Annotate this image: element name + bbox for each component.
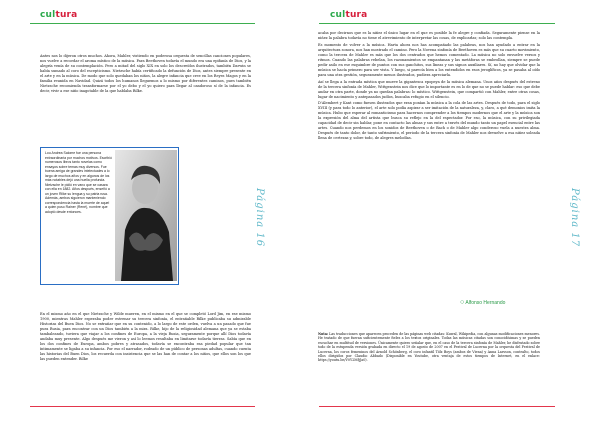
- footer-rule: [30, 406, 255, 407]
- text-column-top: [40, 54, 251, 96]
- footnote: [318, 332, 540, 363]
- magazine-logo: cultura: [330, 10, 368, 20]
- header-rule: [319, 23, 555, 24]
- portrait-image: [115, 150, 177, 281]
- paragraph: Antes nos lo dijeron otros muchos. Ahora, Mahler, vistiendo en poderosa orquesta de sencillas canciones populares, nos vuelve a recordar el aroma místico de la música. Para Beethoven todavía el mundo era una epifanía de Dios, y la alegría venía de su contemplación. Pero a mitad del siglo XIX en solo los descreídos ilustrados, también Darwin se había sumado al coro del escepticismo. Nietzsche había certificado la defunción de Dios, antes siempre presente en el arte y en la música. De modo que solo quedaban los niños, la alegre infancia que cree en los Reyes Magos y en la familia reunida en Navidad. Quizá todos los humanos lleguemos a lo mismo por diferentes caminos, pues también Nietzsche recomienda transformarse por el yo debo y el yo quiero para llegar al candoroso sí de la infancia. Es decir, vivir a ese niño inagotable de la que hablaba Rilke.: [40, 54, 251, 93]
- text-column-bottom: [40, 312, 251, 364]
- paragraph: acaba por decirnos que es la niñez el único lugar en el que es posible la fe alegre y confiada. Seguramente piense en la niñez la palabra todavía no tiene el atrevimiento de interpretar las cosas, de explicarlas; solo las contempla.: [318, 31, 540, 40]
- magazine-logo: cultura: [40, 10, 78, 20]
- right-page: [300, 0, 600, 424]
- footnote-label: Nota:: [318, 332, 329, 336]
- page-number-vertical: Página 16: [254, 188, 265, 248]
- photo-caption: Lou Andrea Salome fue una persona extraordinaria por muchos motivos. Escribió numerosos libros tanto novelas como ensayos sobre temas muy diversos. Fue buena amiga de grandes intelectuales a lo largo de muchos años y en algunos de los más notables dejó una huella profunda. Nietzsche le pidió en vano que se casara con ella en 1882. Años después, enseñó a un joven Rilke su lengua y su patria rusa. Además, ambos siguieron manteniendo correspondencia hasta la muerte de aquel a quien puso Rainer (René), nombre que adoptó desde entonces.: [45, 151, 112, 214]
- text-column: [318, 31, 540, 143]
- portrait-photo: [115, 150, 177, 281]
- paragraph: En el mismo año en el que Nietzsche y Wilde mueren, en el mismo en el que se completó Lord Jim, en ese mismo 1900, mientras Mahler esperaba poder estrenar su tercera sinfonía, el entrañable Rilke publicaba su admirable Historias del Buen Dios. No se extrañar que en su contenido, a lo largo de este orden, vuelva a un pasado que fue pura Rusia, para encontrar con un Dios también a la mira. Rilke, hijo de la religiosidad alemana que ya se estaba tambaleando, tuviera que viajar a los confines de Europa, a la vieja Rusia, seguramente porque allí Dios todavía andaba muy presente. Algo después me vieron y así lo leemos resultaba en limitarse todavía tierras. Sabía que en los dos confines de Europa, ambos pobres y atrasados, todavía se encontraba esa piedad popular que tan íntimamente se ligaba a su infancia. Por eso el narrador, rodeado de un público de personas adultas, cuando cuenta las historias del Buen Dios, los recuerda con insistencia que se las han de contar a los niños, que ellos son los que las pueden entender. Rilke: [40, 312, 251, 361]
- paragraph: Así se llega a la entrada mística que mueve la gigantesca epopeya de la música alemana. Unos años después del estreno de la tercera sinfonía de Mahler, Wittgenstein nos dice que lo importante es en lo de que no se puede hablar: eso que debe andar en otra parte, donde ya no quedan palabras: lo místico. Wittgenstein, que compartió con Mahler, entre otras cosas, lugar de nacimiento y antepasados judíos, buscaba refugio en el silencio.: [318, 79, 540, 99]
- caption-photo-box: [40, 147, 179, 285]
- header-rule: [30, 23, 255, 24]
- paragraph: Es momento de volver a la música. Harta ahora nos has acompañado las palabras, nos han ayudado a entrar en la arquitectura sonora, nos han mostrado el camino. Pero la Novena sinfonía de Beethoven es más que su cuarto movimiento, como la tercera de Mahler es más que los dos centrados que hemos comentado. La música no solo envuelve versos y ritmos. Cuando las palabras rebelan, los razonamientos se empantanan y las metáforas se embrollan, siempre se puede pedir asilo en ese esquimbre de puntos con sus ganchitos, sus líneas y sus signos auxiliares. Sí, no hay que olvidar que la música se hacía primero para ser vista. Y luego, si parecía bien a los entendidos en esos jeroglíficos, ya se pasaba al oído para una otra gestión, seguramente menos ilustrados, pudiera apreciarla.: [318, 42, 540, 77]
- footnote-text: Las traducciones que aparecen proceden de las páginas web citadas: Kuwal, Wikipedia, con algunas modificaciones menores. He tratado de que fueran suficientemente fieles a los textos originales. Todas las músicas citadas son conocidísimas y se pueden escuchar en multitud de versiones. Únicamente quiero señalar que, en el caso de la tercera sinfonía de Mahler, he disfrutado sobre todo de la estupenda versión grabada en directo el 19 de agosto de 2007 en el Festival de Lucerna por la orquesta del Festival de Lucerna, los coros femeninos del Arnold Schönberg, el coro infantil Tölz Boys (ambos de Viena) y Anna Larsson, contralto, todos ellos dirigidos por Claudio Abbado (Disponible en Youtube, otra ventaja de estos tiempos de Internet, en el enlace: https://youtu.be/V0Y2MfjJa0).: [318, 332, 540, 363]
- author-logo-icon: ○: [460, 299, 465, 306]
- page-number-vertical: Página 17: [569, 188, 580, 248]
- author-signature: ○ Alfonso Hernando: [460, 299, 506, 306]
- footer-rule: [319, 406, 555, 407]
- paragraph: D'Alembert y Kant como fuesen ilustrados que eran ponían la música a la cola de las artes. Después de todo, para el siglo XVIII (y para todo lo anterior), el arte solo podía aspirar a ser imitación de la naturaleza, y, claro, a qué demonios imita la música. Hubo que esperar al romanticismo para hacernos comprender a los tiempos modernos que el arte y la música son la expresión del alma del artista que busca su reflejo en la del espectador. Por eso, la música, con su privilegiada capacidad de decir sin hablar, pone en contacto las almas y sus entre a través del mundo tanto un papel esencial entre las artes. Cuando nos perdemos en los sonidos de Beethoven o de Bach o de Mahler algo conderoso vuela a nuestra alma. Después de tanto dolor, de tanto sufrimiento, el periodo de la tercera sinfonía de Mahler nos devuelve a esa niñez soleada llena de certezas y, sobre todo, de alegres melodías.: [318, 101, 540, 141]
